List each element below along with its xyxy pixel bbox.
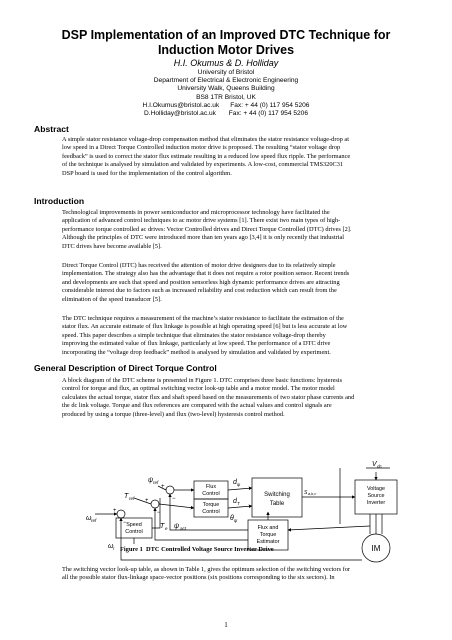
- vsi-label: Inverter: [366, 500, 386, 506]
- estimator-label: Estimator: [256, 539, 280, 545]
- minus-sign: −: [172, 496, 176, 502]
- plus-sign: +: [113, 508, 117, 514]
- text-line: A block diagram of the DTC scheme is presented in Figure 1. DTC comprises three basic functions: hysteresis: [62, 377, 343, 384]
- text-line: DTC drives have become available [5].: [62, 242, 162, 250]
- flux-switch-sub: ψ: [237, 482, 241, 487]
- switch-states-sub: a,b,c: [308, 492, 317, 496]
- flux-actual-symbol: ψ: [174, 523, 180, 530]
- vsi-label: Voltage: [367, 486, 385, 492]
- text-line: produced by using a torque (three-level) and flux (two-level) hysteresis control method.: [62, 410, 285, 418]
- flux-control-label: Control: [202, 491, 220, 497]
- text-line: incorporating the “voltage drop feedback” method is analysed by simulation and validated by experiment.: [62, 348, 331, 356]
- introduction-heading: Introduction: [34, 196, 85, 206]
- torque-reference-sub: ref: [129, 496, 135, 501]
- torque-switch-sub: T: [237, 501, 240, 506]
- torque-summing-junction: [151, 500, 159, 508]
- estimator-label: Flux and: [257, 525, 279, 531]
- general-description-heading: General Description of Direct Torque Control: [34, 363, 217, 373]
- flux-control-label: Flux: [205, 484, 217, 490]
- speed-reference-sub: ref: [91, 518, 97, 523]
- text-line: elimination of the speed transducer [5].: [62, 295, 162, 303]
- torque-actual-symbol: T: [160, 523, 165, 530]
- text-line: control for torque and flux, an optimal switching vector look-up table and a motor model. The motor model: [62, 385, 335, 393]
- switch-states-symbol: S: [304, 490, 308, 496]
- vsi-label: Source: [367, 493, 385, 499]
- text-line: Direct Torque Control (DTC) has received the attention of motor drive designers due to its relatively simple: [62, 262, 336, 269]
- text-line: A simple stator resistance voltage-drop compensation method that eliminates the stator resistance voltage-drop at: [62, 136, 349, 143]
- flux-reference-sub: ref: [153, 480, 159, 485]
- flux-angle-symbol: θ: [230, 515, 234, 522]
- text-line: Although the principles of DTC were introduced more than ten years ago [3,4] it is only recently that industrial: [62, 234, 345, 242]
- general-paragraph-2: [62, 566, 426, 583]
- flux-switch-signal: d: [233, 479, 237, 486]
- text-line: performance torque controlled ac drives: Vector Controlled drives and Direct Torque Controlled (DTC) drives [2].: [62, 225, 352, 233]
- affiliation-email: D.Holliday@bristol.ac.uk Fax: + 44 (0) 117 954 5206: [144, 110, 308, 118]
- flux-actual-sub: act: [180, 526, 187, 531]
- plus-sign: +: [161, 484, 165, 490]
- text-line: considerable interest due to factors such as increased reliability and cost reduction which can result from the: [62, 287, 337, 295]
- author-list: H.I. Okumus & D. Holliday: [173, 58, 279, 68]
- rotor-speed-sub: r: [113, 546, 115, 551]
- text-line: implementation. The strategy also has the advantage that it does not require a rotor position sensor. Recent trends: [62, 270, 350, 278]
- dc-link-voltage-sub: dc: [377, 464, 382, 469]
- torque-switch-signal: d: [233, 498, 237, 505]
- torque-control-label: Control: [202, 509, 220, 515]
- rotor-speed-symbol: ω: [108, 543, 114, 550]
- title-line: Induction Motor Drives: [157, 43, 295, 57]
- speed-control-label: Speed: [126, 522, 142, 528]
- text-line: stator flux. An accurate estimate of flux linkage is possible at high operating speed [6] but is less accurate at low: [62, 323, 348, 331]
- text-line: the dc link voltage. Torque and flux references are compared with the actual values and control signals are: [62, 402, 332, 410]
- flux-angle-sub: ψ: [234, 518, 238, 523]
- flux-summing-junction: [166, 486, 174, 494]
- text-line: of the technique is analysed by simulation and validated by experiments. A low-cost, commercial TMS320C31: [62, 161, 344, 169]
- page-number: 1: [224, 621, 228, 629]
- text-line: speed. This paper describes a simple technique that eliminates the stator resistance voltage-drop thereby: [62, 331, 326, 339]
- affiliation-line: Department of Electrical & Electronic Engineering: [153, 77, 299, 85]
- affiliation-line: University of Bristol: [197, 69, 255, 76]
- affiliation-email: H.I.Okumus@bristol.ac.uk Fax: + 44 (0) 117 954 5206: [142, 101, 310, 109]
- torque-control-label: Torque: [202, 502, 220, 508]
- dc-link-voltage-symbol: V: [372, 461, 377, 468]
- text-line: low speed in a Direct Torque Controlled induction motor drive is proposed. The resulting “stator voltage drop: [62, 144, 341, 152]
- affiliation-line: BS8 1TR Bristol, UK: [196, 93, 256, 101]
- plus-sign: +: [145, 498, 149, 504]
- text-line: DSP board is used for the implementation of the control algorithm.: [62, 169, 232, 177]
- text-line: and developments are such that speed and position sensorless high dynamic performance drives are attracting: [62, 278, 340, 286]
- figure-label: Figure 1: [120, 546, 143, 553]
- flux-reference-symbol: ψ: [148, 477, 154, 484]
- title-line: DSP Implementation of an Improved DTC Technique for: [61, 28, 391, 42]
- estimator-label: Torque: [259, 532, 277, 538]
- text-line: The switching vector look-up table, as shown in Table 1, gives the optimum selection of the switching vectors for: [62, 566, 351, 573]
- torque-actual-sub: e: [165, 526, 168, 531]
- text-line: application of advanced control techniques to ac motor drive systems [1]. There exist two main types of high-: [62, 217, 341, 225]
- torque-reference-symbol: T: [124, 493, 129, 500]
- abstract-heading: Abstract: [34, 124, 69, 134]
- text-line: feedback” is used to correct the stator flux estimate resulting in a reduced low speed flux ripple. The performance: [62, 152, 351, 160]
- speed-reference-symbol: ω: [86, 515, 92, 522]
- motor-label: IM: [371, 544, 381, 553]
- minus-sign: −: [123, 520, 127, 526]
- switching-table-label: Table: [269, 501, 285, 507]
- switching-table-label: Switching: [264, 492, 290, 498]
- speed-control-block: [116, 518, 152, 538]
- speed-control-label: Control: [125, 529, 143, 535]
- text-line: all the possible stator flux-linkage space-vector positions (six positions corresponding to the six sectors). In: [62, 574, 335, 582]
- figure-caption-text: DTC Controlled Voltage Source Inverter Drive: [145, 546, 274, 553]
- text-line: Technological improvements in power semiconductor and microprocessor technology have facilitated the: [62, 209, 330, 216]
- text-line: The DTC technique requires a measurement of the machine’s stator resistance to facilitate the estimation of the: [62, 315, 344, 322]
- text-line: calculates the actual torque, stator flux and shaft speed based on the measurements of two stator phase currents and: [62, 393, 355, 401]
- text-line: improving the estimated value of flux linkage, particularly at low speed. The performance of a DTC drive: [62, 340, 331, 348]
- figure-caption: [120, 546, 274, 553]
- minus-sign: −: [157, 510, 161, 516]
- speed-summing-junction: [117, 510, 125, 518]
- affiliation-line: University Walk, Queens Building: [177, 85, 275, 93]
